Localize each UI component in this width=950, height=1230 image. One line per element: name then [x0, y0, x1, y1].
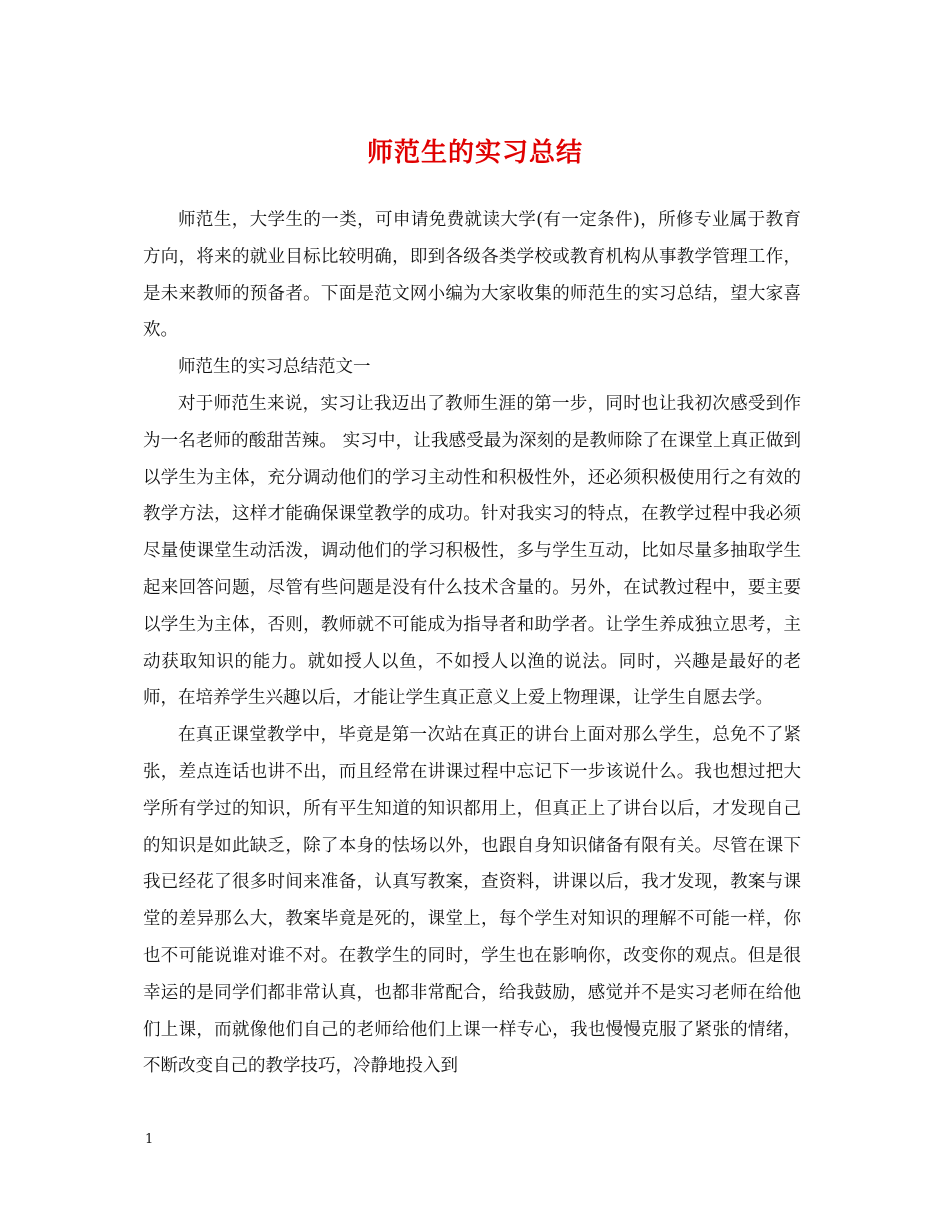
document-body	[143, 202, 801, 1085]
page-number: 1	[145, 1132, 154, 1147]
body-paragraph: 对于师范生来说，实习让我迈出了教师生涯的第一步，同时也让我初次感受到作为一名老师的酸甜苦辣。 实习中，让我感受最为深刻的是教师除了在课堂上真正做到以学生为主体，充分调动他们的学习主动性和积极性外，还必须积极使用行之有效的教学方法，这样才能确保课堂教学的成功。针对我实习的特点，在教学过程中我必须尽量使课堂生动活泼，调动他们的学习积极性，多与学生互动，比如尽量多抽取学生起来回答问题，尽管有些问题是没有什么技术含量的。另外，在试教过程中，要主要以学生为主体，否则，教师就不可能成为指导者和助学者。让学生养成独立思考，主动获取知识的能力。就如授人以鱼，不如授人以渔的说法。同时，兴趣是最好的老师，在培养学生兴趣以后，才能让学生真正意义上爱上物理课，让学生自愿去学。	[143, 393, 801, 709]
body-paragraph: 在真正课堂教学中，毕竟是第一次站在真正的讲台上面对那么学生，总免不了紧张，差点连话也讲不出，而且经常在讲课过程中忘记下一步该说什么。我也想过把大学所有学过的知识，所有平生知道的知识都用上，但真正上了讲台以后，才发现自己的知识是如此缺乏，除了本身的怯场以外，也跟自身知识储备有限有关。尽管在课下我已经花了很多时间来准备，认真写教案，查资料，讲课以后，我才发现，教案与课堂的差异那么大，教案毕竟是死的，课堂上，每个学生对知识的理解不可能一样，你也不可能说谁对谁不对。在教学生的同时，学生也在影响你，改变你的观点。但是很幸运的是同学们都非常认真，也都非常配合，给我鼓励，感觉并不是实习老师在给他们上课，而就像他们自己的老师给他们上课一样专心，我也慢慢克服了紧张的情绪，不断改变自己的教学技巧，冷静地投入到	[143, 725, 801, 1077]
intro-paragraph: 师范生，大学生的一类，可申请免费就读大学(有一定条件)，所修专业属于教育方向，将来的就业目标比较明确，即到各级各类学校或教育机构从事教学管理工作，是未来教师的预备者。下面是范文网小编为大家收集的师范生的实习总结，望大家喜欢。	[143, 210, 801, 341]
section-heading: 师范生的实习总结范文一	[178, 357, 371, 378]
page-title: 师范生的实习总结	[366, 138, 583, 168]
